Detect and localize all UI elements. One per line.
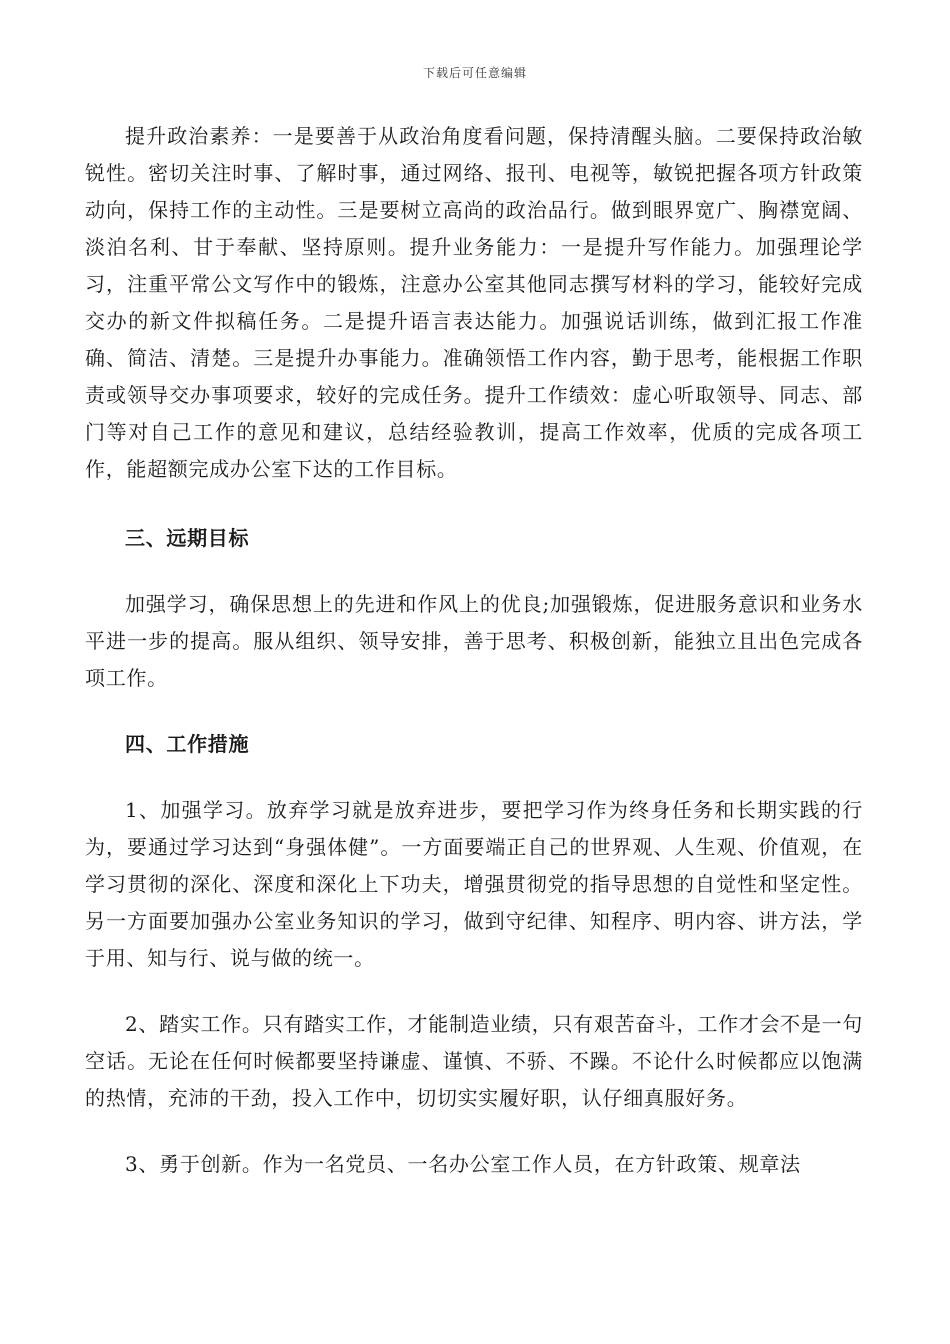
paragraph-measure-work: 2、踏实工作。只有踏实工作，才能制造业绩，只有艰苦奋斗，工作才会不是一句空话。无论在任何时候都要坚持谦虚、谨慎、不骄、不躁。不论什么时候都应以饱满的热情，充沛的干劲，投入工作中，切切实实履好职，认仔细真服好务。 xyxy=(85,1012,863,1110)
section-heading-work-measures: 四、工作措施 xyxy=(125,732,250,756)
page-header: 下载后可任意编辑 xyxy=(422,66,527,80)
spacer xyxy=(85,1117,863,1146)
paragraph-long-term-goals: 加强学习，确保思想上的先进和作风上的优良;加强锻炼，促进服务意识和业务水平进一步的提高。服从组织、领导安排，善于思考、积极创新，能独立且出色完成各项工作。 xyxy=(85,592,863,690)
paragraph-measure-innovate: 3、勇于创新。作为一名党员、一名办公室工作人员，在方针政策、规章法 xyxy=(125,1152,801,1176)
spacer xyxy=(85,557,863,586)
spacer xyxy=(85,697,863,726)
spacer xyxy=(85,488,863,520)
spacer xyxy=(85,763,863,792)
paragraph-political-quality: 提升政治素养：一是要善于从政治角度看问题，保持清醒头脑。二要保持政治敏锐性。密切关注时事、了解时事，通过网络、报刊、电视等，敏锐把握各项方针政策动向，保持工作的主动性。三是要树立高尚的政治品行。做到眼界宽广、胸襟宽阔、淡泊名利、甘于奉献、坚持原则。提升业务能力：一是提升写作能力。加强理论学习，注重平常公文写作中的锻炼，注意办公室其他同志撰写材料的学习，能较好完成交办的新文件拟稿任务。二是提升语言表达能力。加强说话训练，做到汇报工作准确、简洁、清楚。三是提升办事能力。准确领悟工作内容，勤于思考，能根据工作职责或领导交办事项要求，较好的完成任务。提升工作绩效：虚心听取领导、同志、部门等对自己工作的意见和建议，总结经验教训，提高工作效率，优质的完成各项工作，能超额完成办公室下达的工作目标。 xyxy=(85,124,863,481)
section-heading-long-term-goals: 三、远期目标 xyxy=(125,526,250,550)
paragraph-measure-study: 1、加强学习。放弃学习就是放弃进步，要把学习作为终身任务和长期实践的行为，要通过学习达到“身强体健”。一方面要端正自己的世界观、人生观、价值观，在学习贯彻的深化、深度和深化上下功夫，增强贯彻党的指导思想的自觉性和坚定性。另一方面要加强办公室业务知识的学习，做到守纪律、知程序、明内容、讲方法，学于用、知与行、说与做的统一。 xyxy=(85,798,863,970)
document-body xyxy=(85,118,863,1183)
spacer xyxy=(85,977,863,1006)
